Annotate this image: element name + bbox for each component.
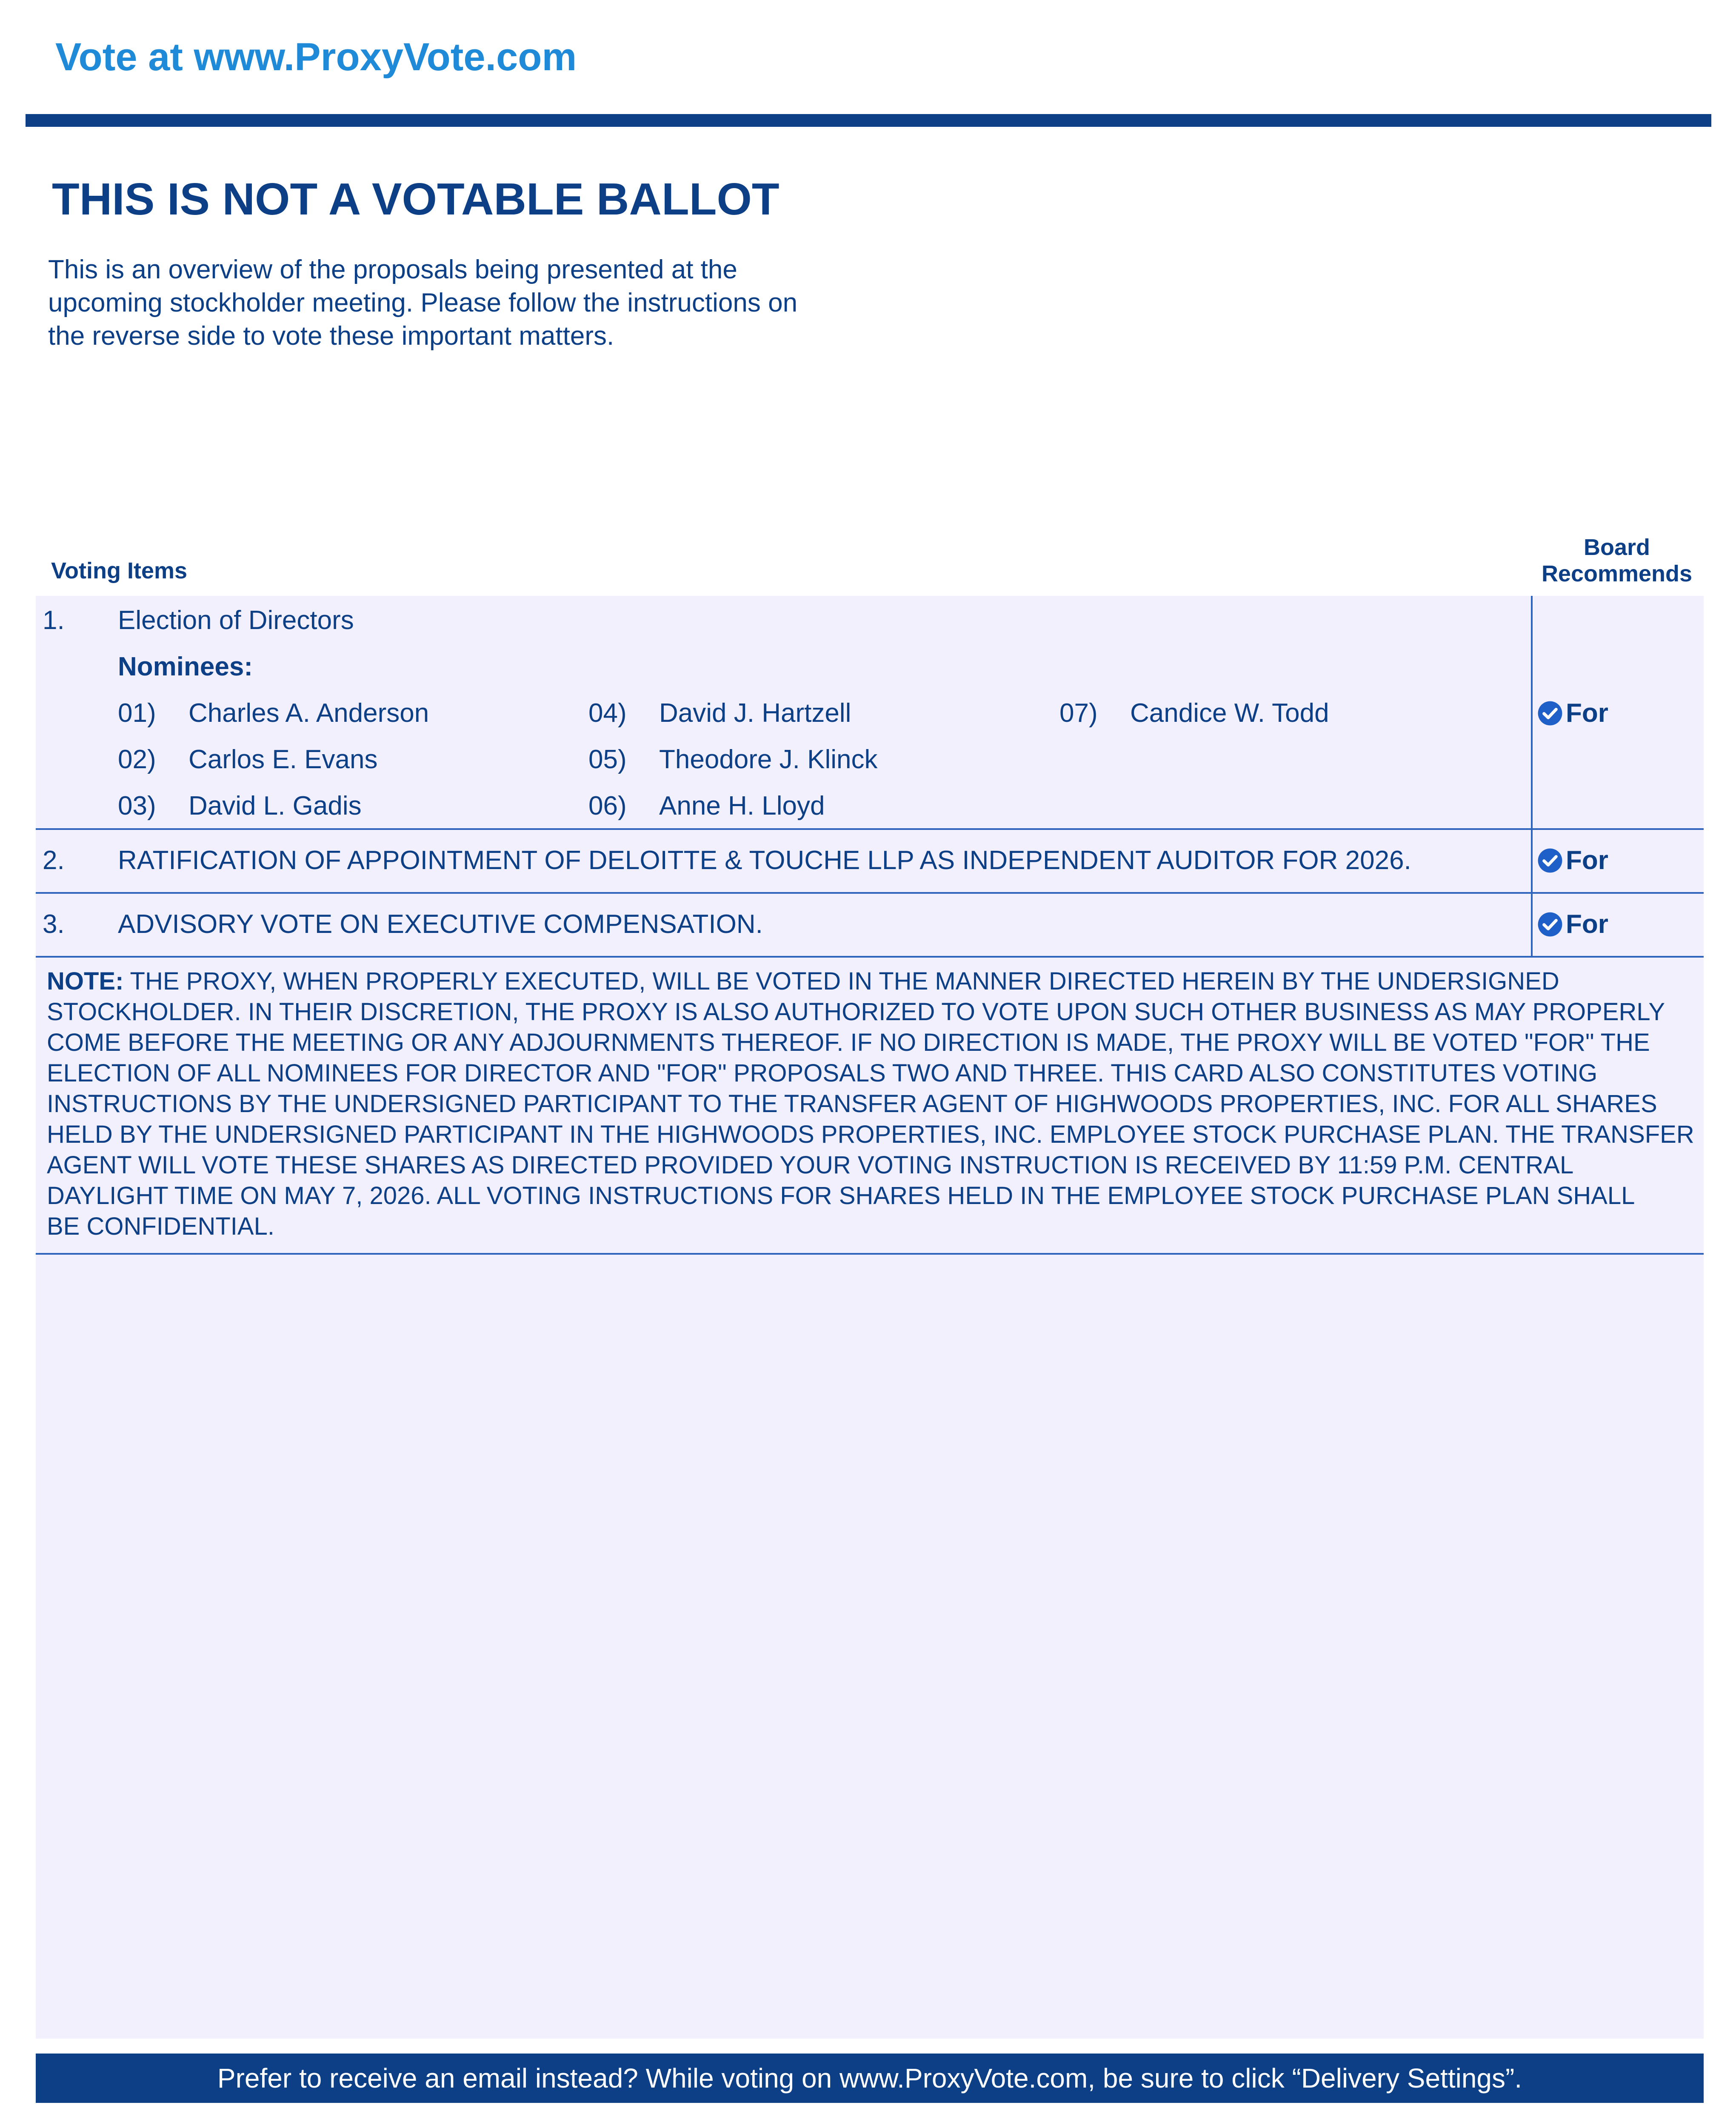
recommendation-column-divider bbox=[1531, 596, 1533, 958]
proxy-note bbox=[47, 966, 1698, 1242]
nominee-name: Anne H. Lloyd bbox=[659, 791, 825, 821]
note-line-text: THE PROXY, WHEN PROPERLY EXECUTED, WILL BE VOTED IN THE MANNER DIRECTED HEREIN BY THE UNDERSIGNED bbox=[130, 967, 1559, 995]
intro-line: the reverse side to vote these important matters. bbox=[48, 321, 614, 351]
recommendation-text: For bbox=[1566, 910, 1608, 939]
nominee-name: Carlos E. Evans bbox=[188, 745, 378, 774]
nominee-name: Theodore J. Klinck bbox=[659, 745, 878, 774]
board-recommendation bbox=[1537, 696, 1608, 730]
note-label: NOTE: bbox=[47, 967, 124, 995]
board-recommends-header bbox=[1528, 534, 1706, 587]
proxyvote-link[interactable]: Vote at www.ProxyVote.com bbox=[55, 35, 577, 79]
item-number: 2. bbox=[43, 846, 65, 875]
intro-paragraph bbox=[48, 253, 865, 353]
voting-items-header: Voting Items bbox=[51, 558, 188, 583]
intro-line: This is an overview of the proposals being presented at the bbox=[48, 255, 737, 284]
note-line: ELECTION OF ALL NOMINEES FOR DIRECTOR AND "FOR" PROPOSALS TWO AND THREE. THIS CARD ALSO CONSTITUTES VOTING bbox=[47, 1059, 1598, 1087]
nominee-name: David L. Gadis bbox=[188, 791, 362, 821]
nominee-number: 06) bbox=[588, 791, 627, 821]
page-title: THIS IS NOT A VOTABLE BALLOT bbox=[52, 174, 779, 224]
nominee-name: David J. Hartzell bbox=[659, 698, 851, 728]
item-label: RATIFICATION OF APPOINTMENT OF DELOITTE & TOUCHE LLP AS INDEPENDENT AUDITOR FOR 2026. bbox=[118, 846, 1411, 875]
note-line bbox=[47, 966, 1698, 997]
intro-line: upcoming stockholder meeting. Please follow the instructions on bbox=[48, 288, 798, 317]
nominees-label: Nominees: bbox=[118, 652, 253, 681]
note-line: AGENT WILL VOTE THESE SHARES AS DIRECTED PROVIDED YOUR VOTING INSTRUCTION IS RECEIVED BY 11:59 P.M. CENTRAL bbox=[47, 1151, 1574, 1179]
row-divider bbox=[36, 828, 1704, 830]
footer-text: Prefer to receive an email instead? While voting on www.ProxyVote.com, be sure to click “Delivery Settings”. bbox=[217, 2063, 1522, 2094]
note-line: INSTRUCTIONS BY THE UNDERSIGNED PARTICIPANT TO THE TRANSFER AGENT OF HIGHWOODS PROPERTIES, INC. FOR ALL SHARES bbox=[47, 1090, 1657, 1118]
board-header-line: Board bbox=[1583, 535, 1650, 560]
check-circle-icon bbox=[1537, 700, 1563, 726]
row-divider bbox=[36, 892, 1704, 894]
item-label: ADVISORY VOTE ON EXECUTIVE COMPENSATION. bbox=[118, 910, 763, 939]
check-circle-icon bbox=[1537, 911, 1563, 938]
recommendation-text: For bbox=[1566, 698, 1608, 728]
nominee-number: 07) bbox=[1059, 698, 1098, 728]
note-divider bbox=[36, 1253, 1704, 1255]
board-header-line: Recommends bbox=[1541, 561, 1693, 586]
nominee-number: 05) bbox=[588, 745, 627, 774]
note-line: COME BEFORE THE MEETING OR ANY ADJOURNMENTS THEREOF. IF NO DIRECTION IS MADE, THE PROXY WILL BE VOTED "FOR" THE bbox=[47, 1029, 1650, 1056]
item-number: 1. bbox=[43, 606, 65, 635]
footer-banner bbox=[36, 2054, 1704, 2103]
note-line: DAYLIGHT TIME ON MAY 7, 2026. ALL VOTING INSTRUCTIONS FOR SHARES HELD IN THE EMPLOYEE STOCK PURCHASE PLAN SHALL bbox=[47, 1182, 1635, 1210]
check-circle-icon bbox=[1537, 847, 1563, 874]
header-divider bbox=[26, 114, 1711, 127]
board-recommendation bbox=[1537, 907, 1608, 941]
nominee-name: Candice W. Todd bbox=[1130, 698, 1329, 728]
recommendation-text: For bbox=[1566, 846, 1608, 875]
nominee-number: 03) bbox=[118, 791, 156, 821]
nominee-number: 01) bbox=[118, 698, 156, 728]
note-line: BE CONFIDENTIAL. bbox=[47, 1213, 274, 1240]
note-line: STOCKHOLDER. IN THEIR DISCRETION, THE PROXY IS ALSO AUTHORIZED TO VOTE UPON SUCH OTHER BUSINESS AS MAY PROPERLY bbox=[47, 998, 1665, 1026]
board-recommendation bbox=[1537, 844, 1608, 878]
nominee-number: 02) bbox=[118, 745, 156, 774]
nominee-name: Charles A. Anderson bbox=[188, 698, 429, 728]
nominee-number: 04) bbox=[588, 698, 627, 728]
item-number: 3. bbox=[43, 910, 65, 939]
row-divider bbox=[36, 956, 1704, 958]
item-label: Election of Directors bbox=[118, 606, 354, 635]
note-line: HELD BY THE UNDERSIGNED PARTICIPANT IN THE HIGHWOODS PROPERTIES, INC. EMPLOYEE STOCK PURCHASE PLAN. THE TRANSFER bbox=[47, 1121, 1694, 1148]
